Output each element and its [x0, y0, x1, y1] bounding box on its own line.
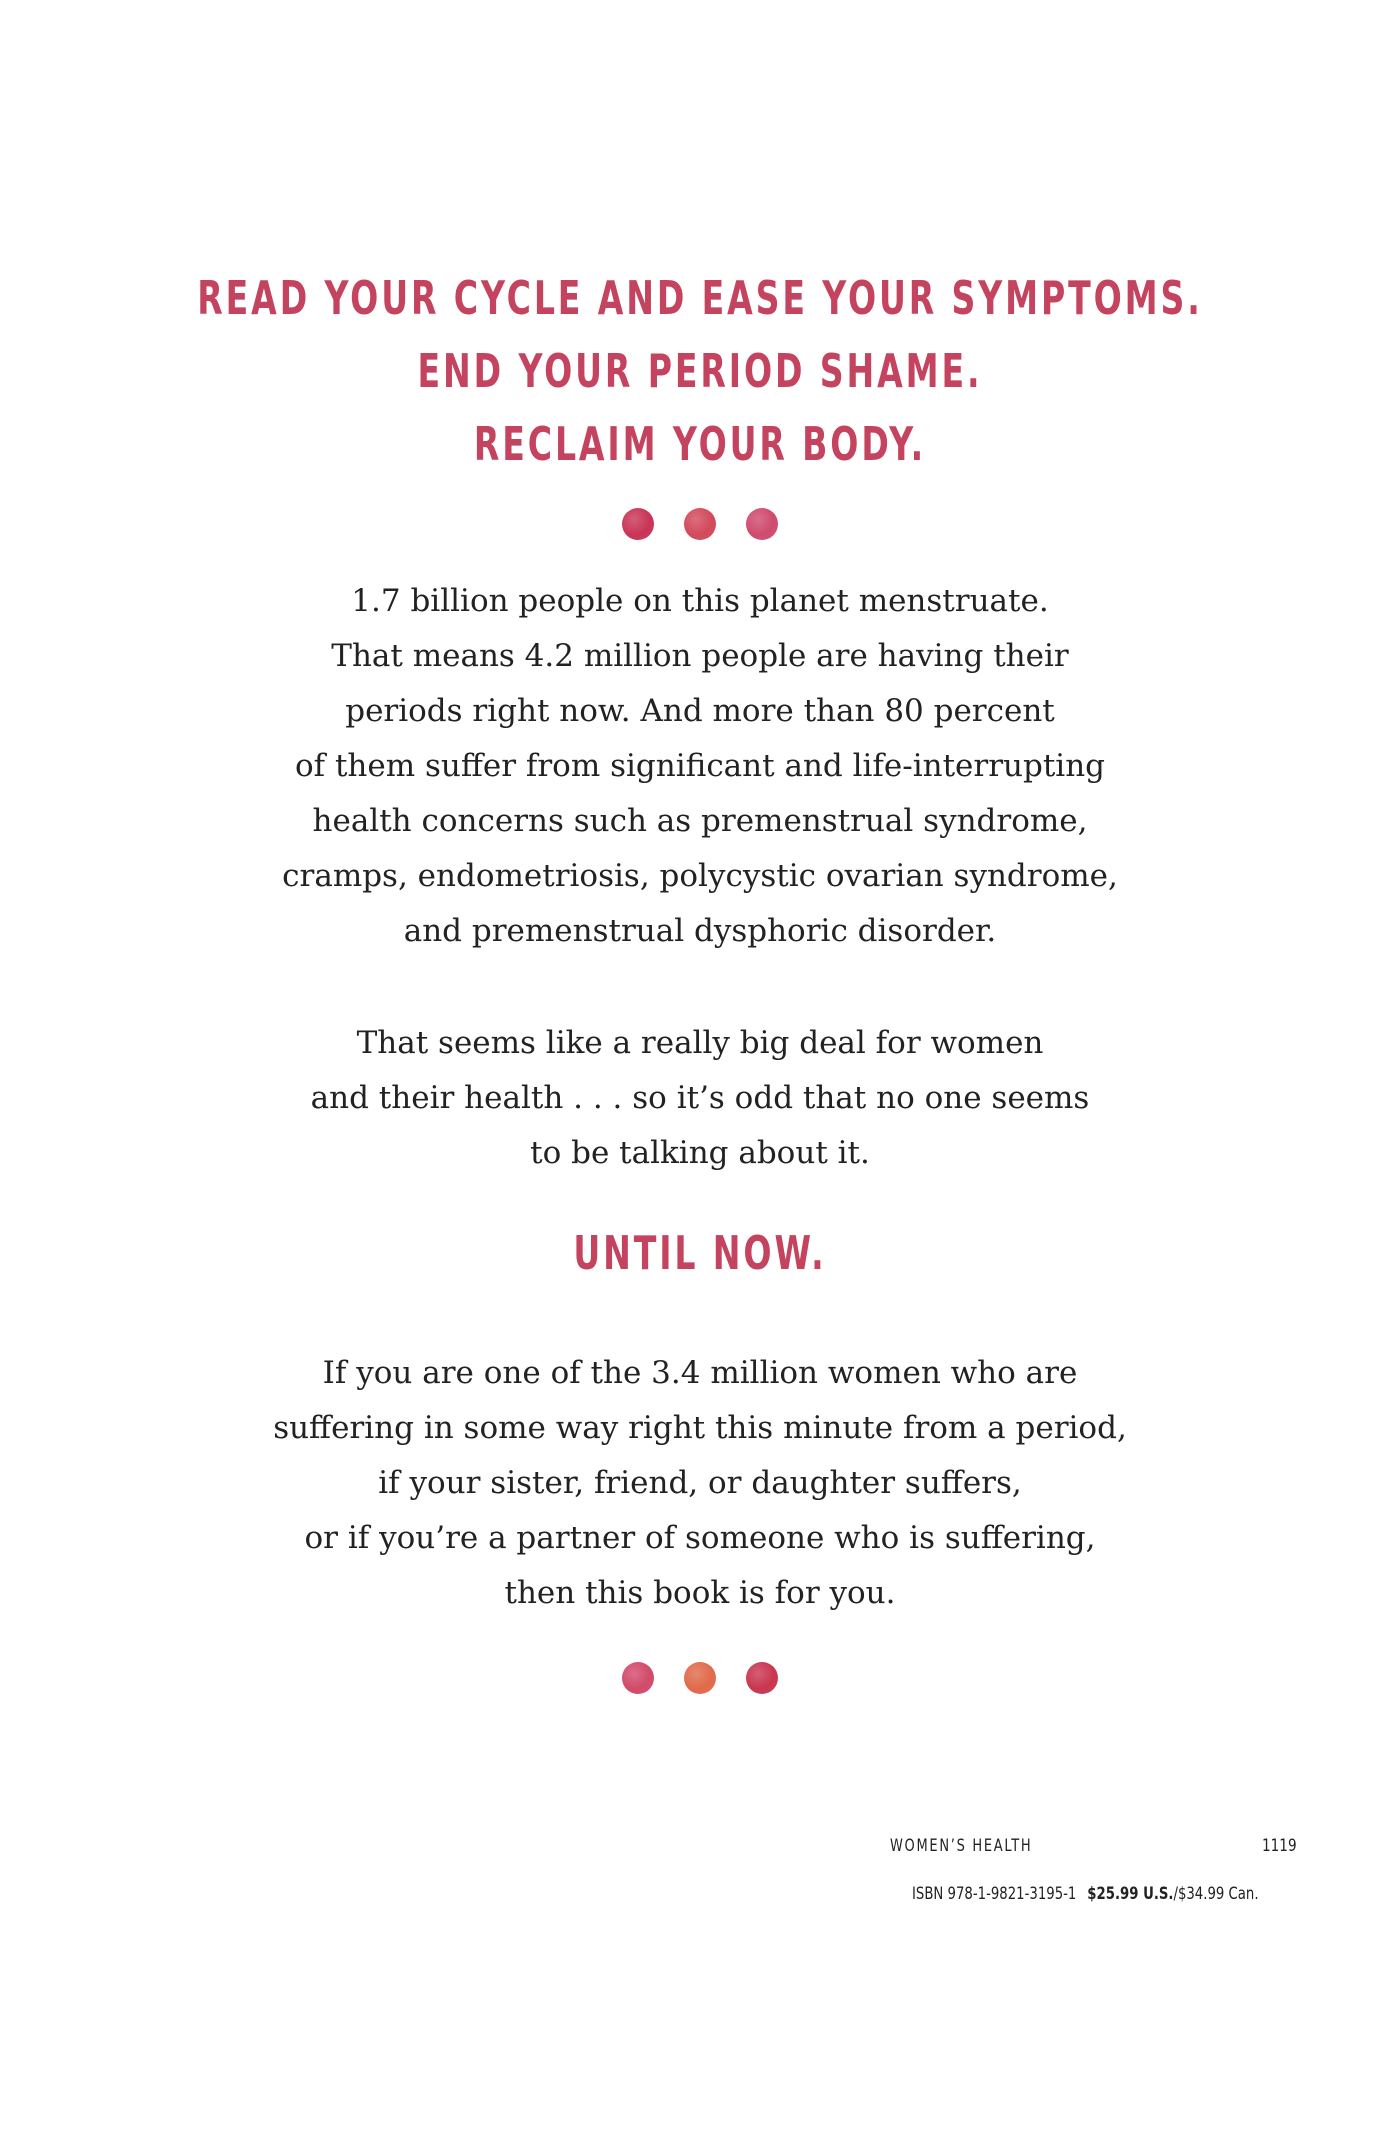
headline-line-1: READ YOUR CYCLE AND EASE YOUR SYMPTOMS.	[197, 271, 1203, 325]
price-can: /$34.99 Can.	[1173, 1884, 1259, 1904]
headline-line-2: END YOUR PERIOD SHAME.	[417, 344, 983, 398]
watercolor-dot-icon	[746, 508, 778, 540]
paragraph-line: and premenstrual dysphoric disorder.	[403, 913, 997, 949]
paragraph-line: suffering in some way right this minute from a period,	[273, 1410, 1127, 1446]
decorative-dots-top	[0, 508, 1400, 540]
watercolor-dot-icon	[684, 508, 716, 540]
watercolor-dot-icon	[622, 508, 654, 540]
paragraph-line: That seems like a really big deal for women	[356, 1025, 1044, 1061]
price-us: $25.99 U.S.	[1087, 1884, 1174, 1904]
paragraph-line: That means 4.2 million people are having their	[331, 638, 1069, 674]
category-code: 1119	[1262, 1836, 1297, 1856]
paragraph-line: and their health . . . so it’s odd that no one seems	[310, 1080, 1090, 1116]
headline	[0, 262, 1400, 481]
paragraph-statistics	[0, 574, 1400, 959]
paragraph-line: health concerns such as premenstrual syndrome,	[312, 803, 1088, 839]
watercolor-dot-icon	[684, 1662, 716, 1694]
paragraph-line: if your sister, friend, or daughter suffers,	[378, 1465, 1022, 1501]
watercolor-dot-icon	[622, 1662, 654, 1694]
paragraph-audience	[0, 1346, 1400, 1621]
isbn-price-line	[912, 1884, 1259, 1904]
paragraph-line: or if you’re a partner of someone who is suffering,	[304, 1520, 1096, 1556]
paragraph-big-deal	[0, 1016, 1400, 1181]
paragraph-line: then this book is for you.	[504, 1575, 896, 1611]
paragraph-line: of them suffer from significant and life-interrupting	[294, 748, 1106, 784]
paragraph-line: 1.7 billion people on this planet menstruate.	[351, 583, 1049, 619]
paragraph-line: cramps, endometriosis, polycystic ovarian syndrome,	[282, 858, 1118, 894]
decorative-dots-bottom	[0, 1662, 1400, 1694]
isbn-number: ISBN 978-1-9821-3195-1	[912, 1884, 1077, 1904]
headline-line-3: RECLAIM YOUR BODY.	[473, 417, 927, 471]
paragraph-line: to be talking about it.	[530, 1135, 870, 1171]
watercolor-dot-icon	[746, 1662, 778, 1694]
paragraph-line: If you are one of the 3.4 million women who are	[322, 1355, 1078, 1391]
book-category: WOMEN’S HEALTH	[890, 1836, 1033, 1856]
paragraph-line: periods right now. And more than 80 percent	[345, 693, 1055, 729]
callout-until-now: UNTIL NOW.	[573, 1226, 827, 1280]
